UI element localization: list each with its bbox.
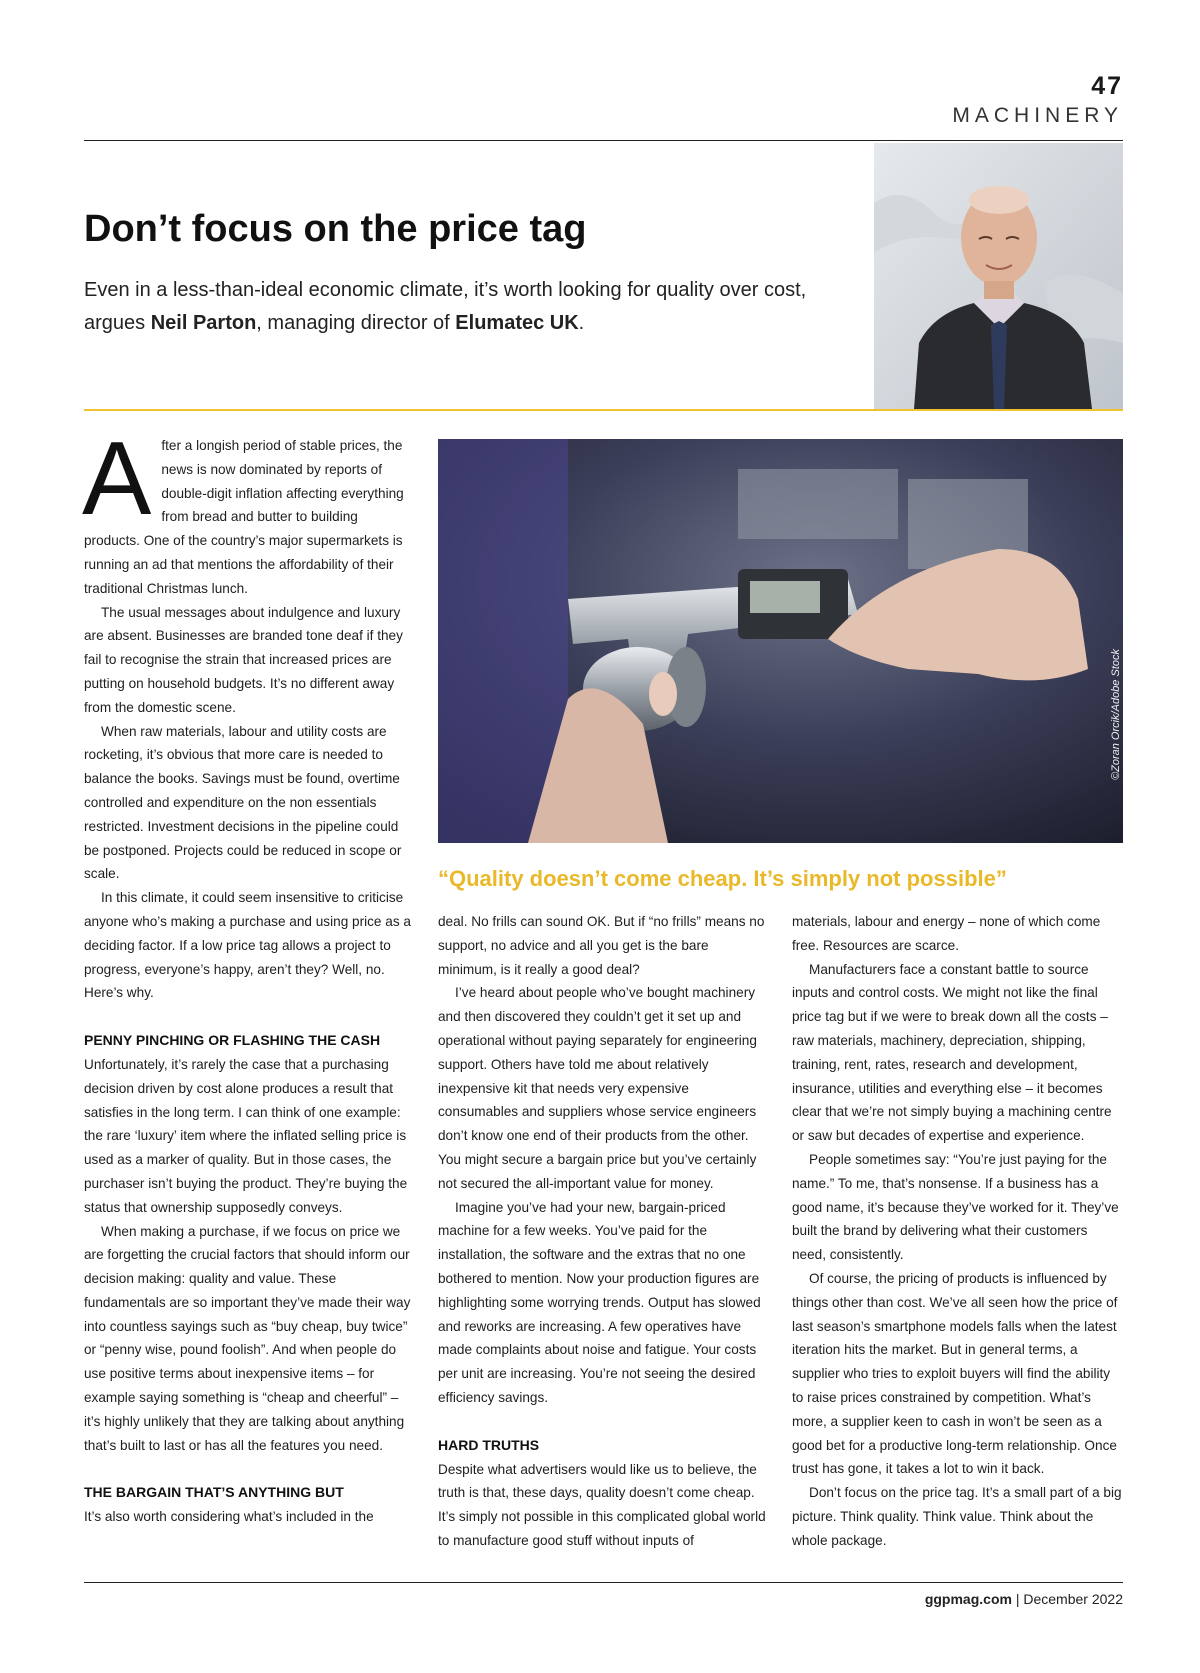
paragraph: In this climate, it could seem insensitive to criticise anyone who’s making a purchase and using price as a deciding factor. If a low price tag allows a project to progress, everyone’s happy, aren’t they? Well, no. Here’s why. xyxy=(84,890,411,1001)
paragraph: People sometimes say: “You’re just paying for the name.” To me, that’s nonsense. If a business has a good name, it’s because they’ve worked for it. They’ve built the brand by delivering what their customers need, consistently. xyxy=(792,1151,1119,1263)
article-photo xyxy=(438,439,1123,843)
article-column-3 xyxy=(792,910,1123,1553)
company-name: Elumatec UK xyxy=(455,312,579,334)
paragraph: Of course, the pricing of products is influenced by things other than cost. We’ve all seen how the price of last season’s smartphone models falls when the latest iteration hits the market. But in general terms, a supplier who tries to exploit buyers will find the ability to raise prices constrained by competition. What’s more, a supplier keen to cash in won’t be seen as a good bet for a productive long-term relationship. Once trust has gone, it takes a lot to win it back. xyxy=(792,1270,1118,1477)
page-number: 47 xyxy=(1091,72,1123,100)
accent-rule xyxy=(84,409,1123,411)
paragraph: I’ve heard about people who’ve bought machinery and then discovered they couldn’t get it set up and operational without paying separately for engineering support. Others have told me about relatively inexpensive kit that needs very expensive consumables and suppliers whose service engineers don’t know one end of their products from the other. You might secure a bargain price but you’ve certainly not secured the all-important value for money. xyxy=(438,985,757,1191)
article-column-2 xyxy=(438,910,768,1553)
subheading: THE BARGAIN THAT’S ANYTHING BUT xyxy=(84,1484,344,1501)
pull-quote: “Quality doesn’t come cheap. It’s simply not possible” xyxy=(438,866,1007,891)
paragraph: Despite what advertisers would like us to believe, the truth is that, these days, quality doesn’t come cheap. It’s simply not possible in this complicated global world to manufacture good stuff without inputs of xyxy=(438,1461,766,1548)
standfirst-text: . xyxy=(578,312,585,334)
photo-credit: ©Zoran Orcik/Adobe Stock xyxy=(1110,649,1122,780)
paragraph: The usual messages about indulgence and luxury are absent. Businesses are branded tone deaf if they fail to recognise the strain that increased prices are putting on household budgets. It’s no different away from the domestic scene. xyxy=(84,604,403,715)
paragraph xyxy=(82,421,414,601)
footer-rule xyxy=(84,1582,1123,1583)
paragraph: It’s also worth considering what’s included in the xyxy=(84,1509,374,1525)
paragraph: When raw materials, labour and utility costs are rocketing, it’s obvious that more care is needed to balance the books. Savings must be found, overtime controlled and expenditure on the non essentials restricted. Investment decisions in the pipeline could be postponed. Projects could be reduced in scope or scale. xyxy=(84,723,402,882)
subheading: HARD TRUTHS xyxy=(438,1436,540,1453)
footer-date: December 2022 xyxy=(1023,1591,1123,1607)
header-rule xyxy=(84,140,1123,141)
section-label: MACHINERY xyxy=(952,104,1123,127)
paragraph: Don’t focus on the price tag. It’s a small part of a big picture. Think quality. Think value. Think about the whole package. xyxy=(792,1485,1122,1548)
article-column-1 xyxy=(82,421,414,1529)
headline: Don’t focus on the price tag xyxy=(84,208,587,250)
standfirst-text: Even in a less-than-ideal economic climate, it’s worth looking for quality over cost, argues xyxy=(84,279,807,334)
standfirst-text: , managing director of xyxy=(256,312,456,334)
author-portrait xyxy=(874,143,1123,409)
drop-cap: A xyxy=(82,421,152,537)
paragraph: Imagine you’ve had your new, bargain-priced machine for a few weeks. You’ve paid for the installation, the software and the extras that no one bothered to mention. Now your production figures are highlighting some worrying trends. Output has slowed and reworks are increasing. A few operatives have made complaints about noise and fatigue. Your costs per unit are increasing. You’re not seeing the desired efficiency savings. xyxy=(438,1199,761,1405)
footer xyxy=(925,1591,1123,1607)
paragraph: Unfortunately, it’s rarely the case that a purchasing decision driven by cost alone produces a result that satisfies in the long term. I can think of one example: the rare ‘luxury’ item where the inflated selling price is used as a marker of quality. But in those cases, the purchaser isn’t buying the product. They’re buying the status that ownership supposedly conveys. xyxy=(84,1056,408,1215)
paragraph: Manufacturers face a constant battle to source inputs and control costs. We might not like the final price tag but if we were to break down all the costs – raw materials, machinery, depreciation, shipping, training, rent, rates, research and development, insurance, utilities and everything else – it becomes clear that we’re not simply buying a machining centre or saw but decades of expertise and experience. xyxy=(792,961,1112,1144)
author-name: Neil Parton xyxy=(150,312,257,334)
paragraph: materials, labour and energy – none of which come free. Resources are scarce. xyxy=(792,914,1101,953)
caliper-photo-illustration xyxy=(438,439,1123,843)
portrait-illustration xyxy=(874,143,1123,409)
paragraph: When making a purchase, if we focus on price we are forgetting the crucial factors that should inform our decision making: quality and value. These fundamentals are so important they’ve made their way into countless sayings such as “buy cheap, buy twice” or “penny wise, pound foolish”. And when people do use positive terms about inexpensive items – for example saying something is “cheap and cheerful” – it’s highly unlikely that they are talking about anything that’s built to last or has all the features you need. xyxy=(84,1223,411,1453)
standfirst xyxy=(84,274,844,340)
footer-separator: | xyxy=(1015,1591,1020,1607)
subheading: PENNY PINCHING OR FLASHING THE CASH xyxy=(84,1032,381,1049)
paragraph-text: fter a longish period of stable prices, the news is now dominated by reports of double-digit inflation affecting everything from bread and butter to building products. One of the country’s major supermarkets is running an ad that mentions the affordability of their traditional Christmas lunch. xyxy=(84,438,404,596)
footer-site-link[interactable]: ggpmag.com xyxy=(924,1591,1012,1607)
paragraph: deal. No frills can sound OK. But if “no frills” means no support, no advice and all you get is the bare minimum, is it really a good deal? xyxy=(438,914,765,977)
